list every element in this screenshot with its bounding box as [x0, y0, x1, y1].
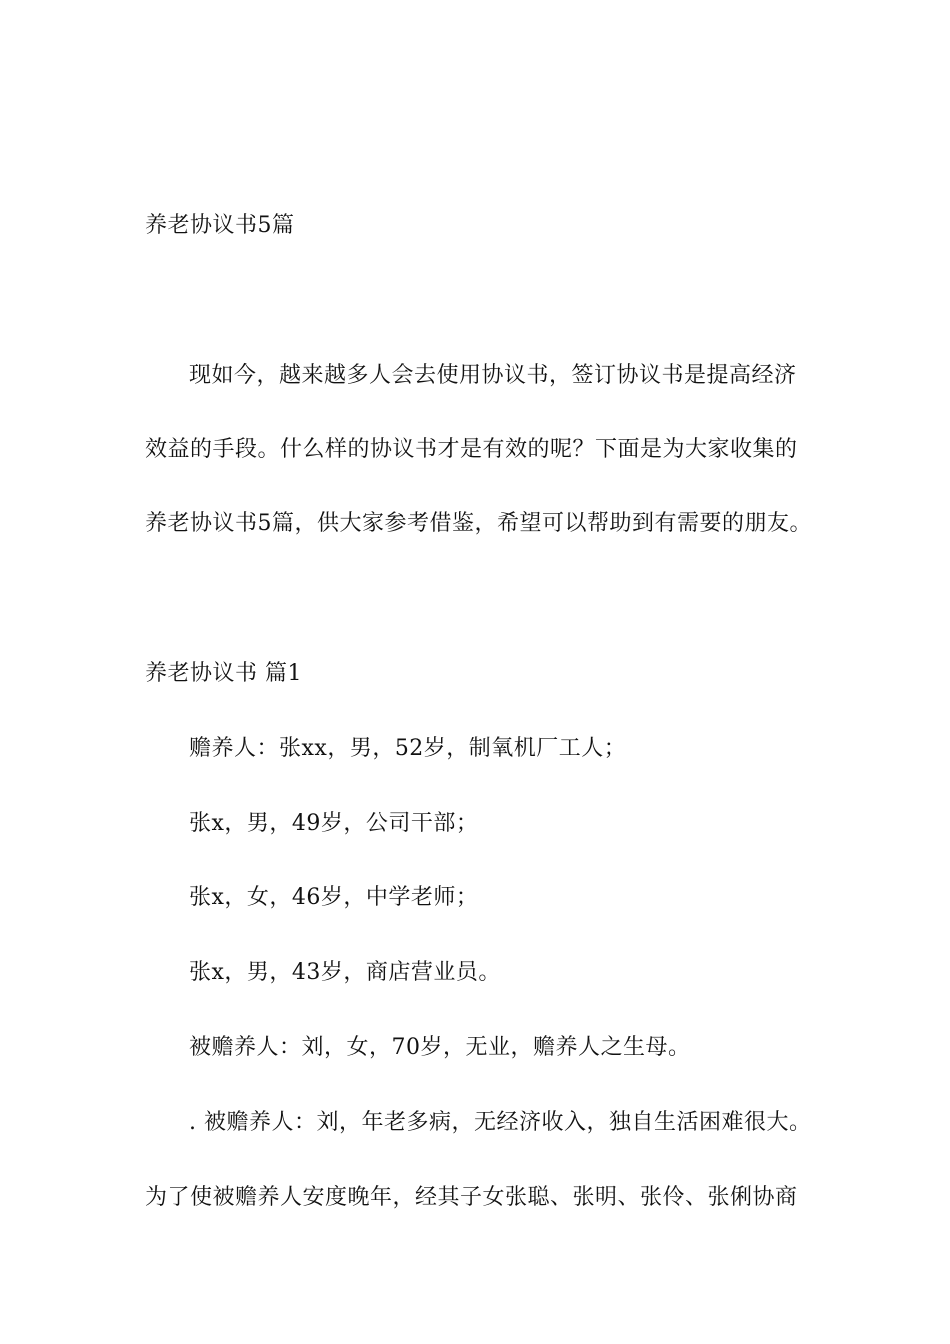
section-heading: 养老协议书 篇1	[145, 661, 302, 686]
intro-line-2: 效益的手段。什么样的协议书才是有效的呢？下面是为大家收集的	[145, 437, 798, 462]
party-line-3: 张x，女，46岁，中学老师；	[189, 885, 479, 910]
intro-line-1: 现如今，越来越多人会去使用协议书，签订协议书是提高经济	[189, 363, 797, 388]
party-line-1: 赡养人：张xx，男，52岁，制氧机厂工人；	[189, 736, 627, 761]
intro-line-3: 养老协议书5篇，供大家参考借鉴，希望可以帮助到有需要的朋友。	[145, 511, 812, 536]
body-line-2: 为了使被赡养人安度晚年，经其子女张聪、张明、张伶、张俐协商	[145, 1185, 798, 1210]
party-line-2: 张x，男，49岁，公司干部；	[189, 811, 479, 836]
party-line-4: 张x，男，43岁，商店营业员。	[189, 960, 501, 985]
party-line-5: 被赡养人：刘，女，70岁，无业，赡养人之生母。	[189, 1035, 691, 1060]
document-title: 养老协议书5篇	[145, 213, 295, 238]
body-line-1: . 被赡养人：刘，年老多病，无经济收入，独自生活困难很大。	[189, 1110, 812, 1135]
